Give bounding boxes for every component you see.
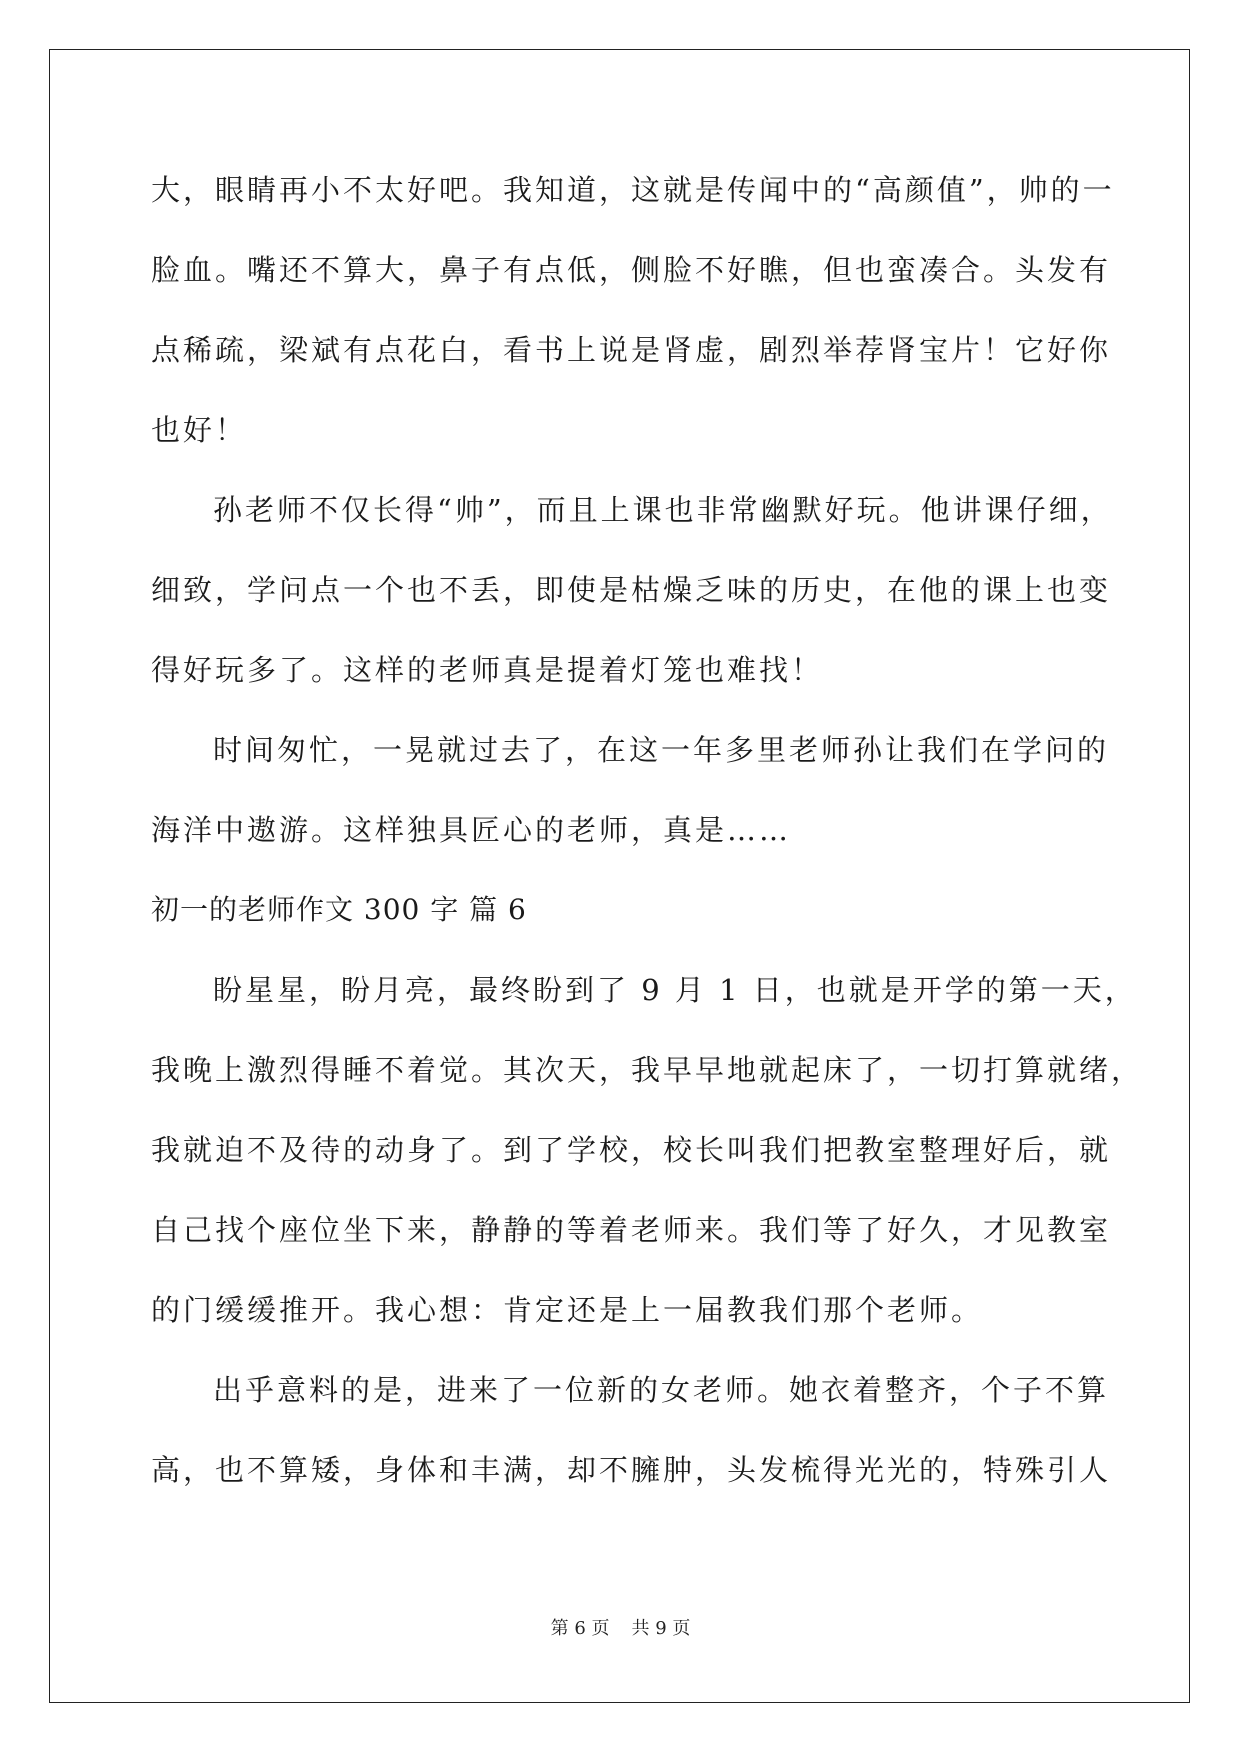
text-line: 的门缓缓推开。我心想：肯定还是上一届教我们那个老师。: [151, 1293, 984, 1327]
paragraph-block-2: [151, 950, 1144, 1510]
text-line: 出乎意料的是，进来了一位新的女老师。她衣着整齐，个子不算: [213, 1373, 1110, 1407]
text-line: 海洋中遨游。这样独具匠心的老师，真是……: [151, 813, 792, 847]
document-body: [151, 150, 1144, 1510]
page-total: 共 9 页: [631, 1618, 691, 1639]
text-line: 我晚上激烈得睡不着觉。其次天，我早早地就起床了，一切打算就绪，: [151, 1053, 1144, 1087]
text-line: 高，也不算矮，身体和丰满，却不臃肿，头发梳得光光的，特殊引人: [151, 1453, 1112, 1487]
text-line: 盼星星，盼月亮，最终盼到了 9 月 1 日，也就是开学的第一天，: [213, 973, 1137, 1007]
text-line: 点稀疏，梁斌有点花白，看书上说是肾虚，剧烈举荐肾宝片！它好你: [151, 333, 1112, 367]
paragraph-block-1: [151, 150, 1115, 870]
text-line: 细致，学问点一个也不丢，即使是枯燥乏味的历史，在他的课上也变: [151, 573, 1112, 607]
page-footer: [0, 1614, 1241, 1640]
section-heading: 初一的老师作文 300 字 篇 6: [151, 893, 527, 926]
text-line: 也好！: [151, 413, 248, 447]
text-line: 我就迫不及待的动身了。到了学校，校长叫我们把教室整理好后，就: [151, 1133, 1112, 1167]
text-line: 孙老师不仅长得“帅”，而且上课也非常幽默好玩。他讲课仔细，: [213, 493, 1113, 527]
text-line: 时间匆忙，一晃就过去了，在这一年多里老师孙让我们在学问的: [213, 733, 1110, 767]
text-line: 自己找个座位坐下来，静静的等着老师来。我们等了好久，才见教室: [151, 1213, 1112, 1247]
page-number: 第 6 页: [550, 1618, 610, 1639]
text-line: 大，眼睛再小不太好吧。我知道，这就是传闻中的“高颜值”，帅的一: [151, 173, 1115, 207]
text-line: 脸血。嘴还不算大，鼻子有点低，侧脸不好瞧，但也蛮凑合。头发有: [151, 253, 1112, 287]
text-line: 得好玩多了。这样的老师真是提着灯笼也难找！: [151, 653, 824, 687]
